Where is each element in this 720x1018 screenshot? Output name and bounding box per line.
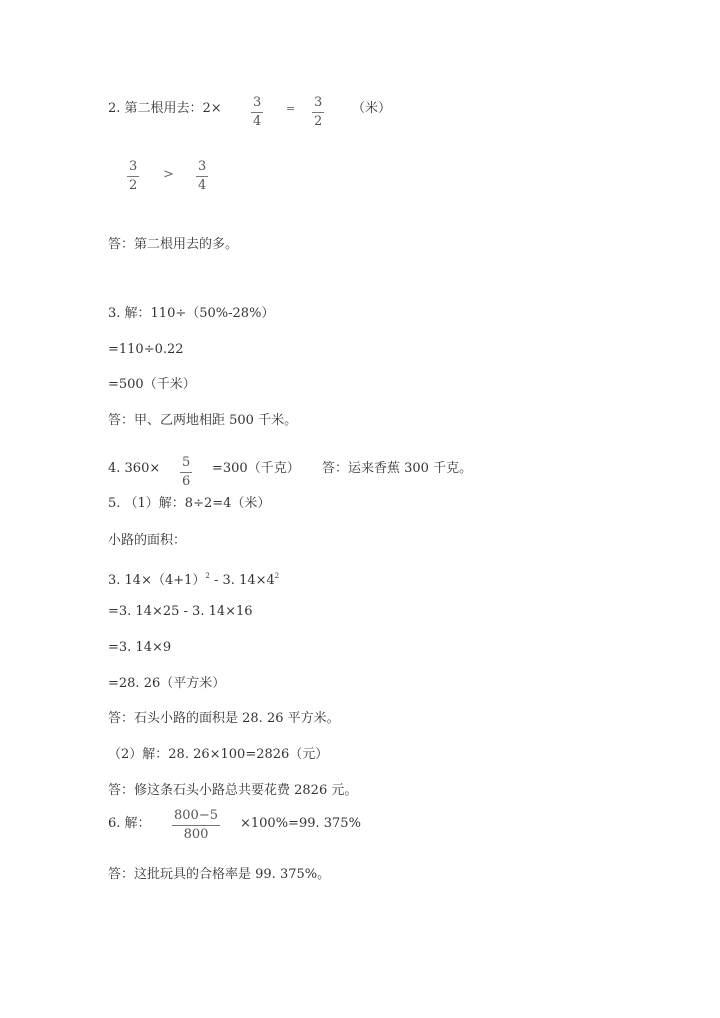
superscript-2: 2 xyxy=(274,572,280,580)
fraction-bar xyxy=(251,112,263,113)
q4-result: =300（千克） xyxy=(212,461,300,476)
numerator: 5 xyxy=(182,455,191,470)
compare-fraction-left xyxy=(127,159,139,194)
q6-fraction xyxy=(172,808,220,843)
q2-prefix: 2. 第二根用去：2× xyxy=(108,101,222,116)
superscript-2: 2 xyxy=(205,572,210,580)
q2-answer: 答：第二根用去的多。 xyxy=(108,237,239,252)
fraction-bar xyxy=(172,825,220,826)
q5-line-5: =3. 14×9 xyxy=(108,640,172,655)
q5-line-4: =3. 14×25 - 3. 14×16 xyxy=(108,604,253,619)
denominator: 800 xyxy=(183,827,209,842)
numerator: 3 xyxy=(314,95,323,110)
q4-answer: 答：运来香蕉 300 千克。 xyxy=(322,461,473,476)
q6-answer: 答：这批玩具的合格率是 99. 375%。 xyxy=(108,867,331,882)
q4-fraction xyxy=(180,455,192,490)
q3-line-1: 3. 解：110÷（50%-28%） xyxy=(108,306,275,321)
q5-line-3-part-a: 3. 14×（4+1） xyxy=(108,573,206,588)
q3-line-3: =500（千米） xyxy=(108,377,196,392)
q5-part-2: （2）解：28. 26×100=2826（元） xyxy=(108,747,329,762)
q5-line-6: =28. 26（平方米） xyxy=(108,676,226,691)
q5-line-3-part-b: - 3. 14×4 xyxy=(209,573,275,588)
fraction-bar xyxy=(312,112,324,113)
q5-answer-2: 答：修这条石头小路总共要花费 2826 元。 xyxy=(108,783,358,798)
q3-answer: 答：甲、乙两地相距 500 千米。 xyxy=(108,413,298,428)
greater-than-sign: > xyxy=(163,167,174,182)
q5-answer-1: 答：石头小路的面积是 28. 26 平方米。 xyxy=(108,711,340,726)
fraction-bar xyxy=(180,472,192,473)
q3-line-2: =110÷0.22 xyxy=(108,342,184,357)
numerator: 3 xyxy=(198,159,207,174)
denominator: 4 xyxy=(198,178,207,193)
q6-prefix: 6. 解： xyxy=(108,816,151,831)
numerator: 3 xyxy=(129,159,138,174)
fraction-bar xyxy=(196,176,208,177)
numerator: 3 xyxy=(253,95,262,110)
denominator: 4 xyxy=(253,114,262,129)
q6-result: ×100%=99. 375% xyxy=(240,816,361,831)
q2-fraction-1 xyxy=(251,95,263,130)
denominator: 2 xyxy=(314,114,323,129)
denominator: 6 xyxy=(182,474,191,489)
fraction-bar xyxy=(127,176,139,177)
compare-fraction-right xyxy=(196,159,208,194)
q5-line-1: 5. （1）解：8÷2=4（米） xyxy=(108,496,271,511)
denominator: 2 xyxy=(129,178,138,193)
q5-line-3 xyxy=(108,567,279,590)
q4-prefix: 4. 360× xyxy=(108,461,161,476)
q2-unit: （米） xyxy=(352,101,392,116)
numerator: 800−5 xyxy=(174,808,218,823)
equals-sign: = xyxy=(286,102,296,115)
q2-fraction-2 xyxy=(312,95,324,130)
q5-line-2: 小路的面积： xyxy=(108,533,187,548)
